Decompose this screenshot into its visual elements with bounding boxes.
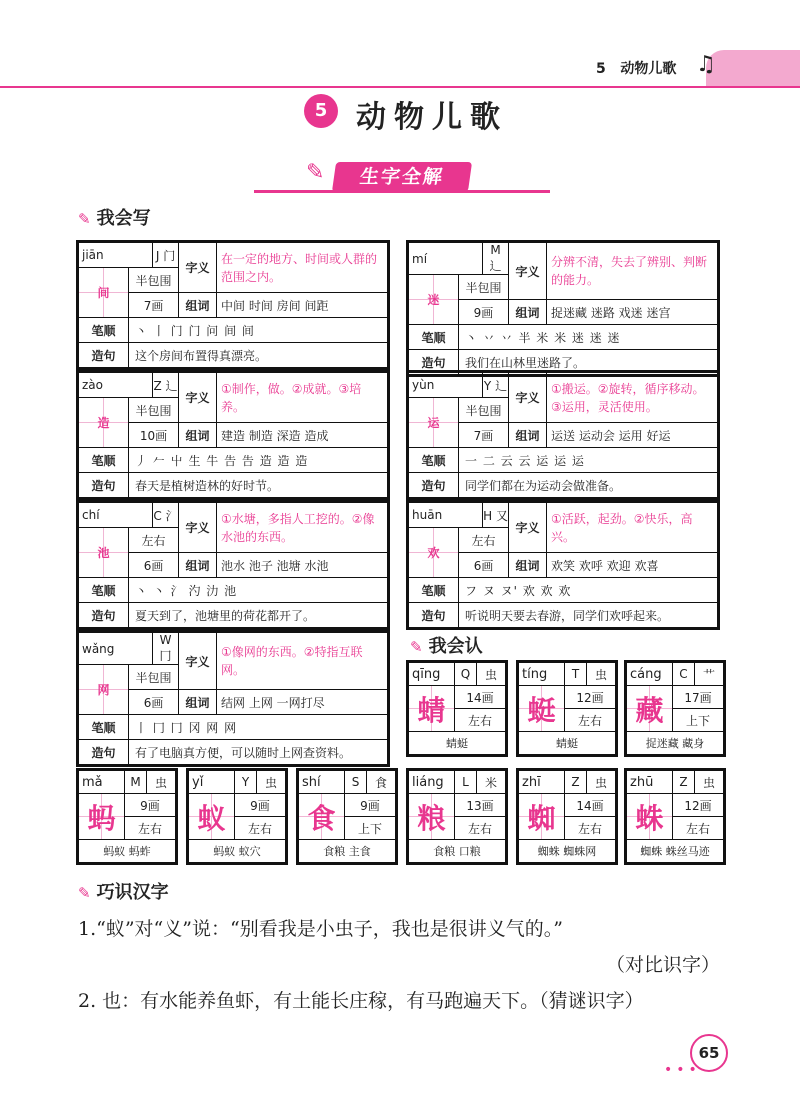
structure: 左右 xyxy=(565,709,616,732)
character: 粮 xyxy=(409,794,455,840)
pinyin: liáng xyxy=(409,771,455,794)
tip-line-1-note: （对比识字） xyxy=(606,954,721,976)
character: 造 xyxy=(79,398,129,448)
banner-rule xyxy=(254,190,550,193)
stroke-count: 9画 xyxy=(345,794,396,817)
header-lesson xyxy=(596,58,676,78)
header-band xyxy=(706,50,800,86)
pinyin: chí xyxy=(79,503,153,528)
words-label: 组词 xyxy=(509,300,547,325)
words-text: 蜘蛛 蜘蛛网 xyxy=(519,840,616,863)
pinyin: zhū xyxy=(627,771,673,794)
recognize-card xyxy=(296,768,398,865)
stroke-order: 丿 𠂉 屮 生 牛 告 告 造 造 造 xyxy=(129,448,388,473)
sentence-label: 造句 xyxy=(79,473,129,498)
words-text: 结网 上网 一网打尽 xyxy=(217,690,388,715)
write-card xyxy=(76,240,390,370)
radical: 辶 xyxy=(165,378,178,393)
meaning-text: ①制作，做。②成就。③培养。 xyxy=(217,373,388,423)
words-text: 食粮 主食 xyxy=(299,840,396,863)
order-label: 笔顺 xyxy=(409,325,459,350)
words-text: 蚂蚁 蚁穴 xyxy=(189,840,286,863)
meaning-label: 字义 xyxy=(179,633,217,690)
stroke-order: フ ヌ ヌ' 欢 欢 欢 xyxy=(459,578,718,603)
character: 蚂 xyxy=(79,794,125,840)
words-text: 建造 制造 深造 造成 xyxy=(217,423,388,448)
radical: 米 xyxy=(477,771,506,794)
pencil-icon: ✎ xyxy=(410,638,423,656)
words-label: 组词 xyxy=(509,423,547,448)
stroke-count: 14画 xyxy=(455,686,506,709)
write-card xyxy=(406,370,720,500)
words-label: 组词 xyxy=(179,293,217,318)
structure: 半包围 xyxy=(459,275,509,300)
header-rule xyxy=(0,86,800,88)
words-text: 池水 池子 池塘 水池 xyxy=(217,553,388,578)
sentence-text: 夏天到了，池塘里的荷花都开了。 xyxy=(129,603,388,628)
recognize-card xyxy=(406,768,508,865)
structure: 左右 xyxy=(565,817,616,840)
character: 蚁 xyxy=(189,794,235,840)
stroke-count: 6画 xyxy=(459,553,509,578)
stroke-count: 10画 xyxy=(129,423,179,448)
write-card xyxy=(406,500,720,630)
words-text: 蜘蛛 蛛丝马迹 xyxy=(627,840,724,863)
stroke-count: 12画 xyxy=(565,686,616,709)
recognize-card xyxy=(406,660,508,757)
radical: 门 xyxy=(163,248,176,263)
pinyin: zào xyxy=(79,373,153,398)
radical: 虫 xyxy=(587,663,616,686)
structure: 半包围 xyxy=(129,665,179,690)
recognize-heading xyxy=(410,632,483,658)
words-text: 中间 时间 房间 间距 xyxy=(217,293,388,318)
meaning-text: ①搬运。②旋转，循序移动。③运用，灵活使用。 xyxy=(547,373,718,423)
character: 蛛 xyxy=(627,794,673,840)
structure: 左右 xyxy=(129,528,179,553)
radical: 艹 xyxy=(695,663,724,686)
radical: 虫 xyxy=(587,771,616,794)
character: 欢 xyxy=(409,528,459,578)
character: 食 xyxy=(299,794,345,840)
stroke-count: 6画 xyxy=(129,690,179,715)
words-text: 运送 运动会 运用 好运 xyxy=(547,423,718,448)
pinyin: zhī xyxy=(519,771,565,794)
radical: 虫 xyxy=(257,771,286,794)
meaning-text: ①像网的东西。②特指互联网。 xyxy=(217,633,388,690)
structure: 左右 xyxy=(673,817,724,840)
stroke-count: 7画 xyxy=(459,423,509,448)
order-label: 笔顺 xyxy=(79,578,129,603)
recognize-card xyxy=(516,660,618,757)
order-label: 笔顺 xyxy=(409,448,459,473)
write-heading-text: 我会写 xyxy=(96,208,151,229)
header-lesson-name: 动物儿歌 xyxy=(620,61,677,77)
tips-heading xyxy=(78,878,169,904)
order-label: 笔顺 xyxy=(79,318,129,343)
index-letter: L xyxy=(455,771,477,794)
structure: 左右 xyxy=(455,817,506,840)
meaning-text: 在一定的地方、时间或人群的范围之内。 xyxy=(217,243,388,293)
meaning-label: 字义 xyxy=(179,373,217,423)
meaning-label: 字义 xyxy=(509,503,547,553)
pinyin: mǎ xyxy=(79,771,125,794)
sentence-text: 同学们都在为运动会做准备。 xyxy=(459,473,718,498)
write-card xyxy=(76,370,390,500)
structure: 左右 xyxy=(459,528,509,553)
tips-heading-text: 巧识汉字 xyxy=(96,882,169,903)
pinyin: shí xyxy=(299,771,345,794)
stroke-count: 6画 xyxy=(129,553,179,578)
recognize-card xyxy=(516,768,618,865)
words-text: 蜻蜓 xyxy=(409,732,506,755)
structure: 左右 xyxy=(235,817,286,840)
structure: 半包围 xyxy=(459,398,509,423)
sentence-text: 春天是植树造林的好时节。 xyxy=(129,473,388,498)
character: 蜘 xyxy=(519,794,565,840)
structure: 左右 xyxy=(455,709,506,732)
section-banner: 生字全解 xyxy=(332,162,472,192)
meaning-label: 字义 xyxy=(179,243,217,293)
recognize-card xyxy=(186,768,288,865)
write-card xyxy=(76,630,390,767)
radical: 虫 xyxy=(477,663,506,686)
pinyin: yǐ xyxy=(189,771,235,794)
character: 蜻 xyxy=(409,686,455,732)
page-dots: ••• xyxy=(664,1062,701,1078)
index-letter: M xyxy=(125,771,147,794)
pencil-icon: ✎ xyxy=(78,210,91,228)
character: 运 xyxy=(409,398,459,448)
structure: 半包围 xyxy=(129,268,179,293)
index-letter: M 辶 xyxy=(483,243,509,275)
music-note-icon: ♫ xyxy=(696,52,716,77)
header-lesson-number: 5 xyxy=(596,61,606,77)
character: 间 xyxy=(79,268,129,318)
pencil-icon: ✎ xyxy=(306,160,325,185)
radical: 虫 xyxy=(695,771,724,794)
radical: 虫 xyxy=(147,771,176,794)
meaning-label: 字义 xyxy=(509,243,547,300)
character: 蜓 xyxy=(519,686,565,732)
sentence-label: 造句 xyxy=(79,740,129,765)
index-letter: J 门 xyxy=(153,243,179,268)
character: 池 xyxy=(79,528,129,578)
write-heading xyxy=(78,204,151,230)
stroke-order: 丶 丷 丷 半 米 米 迷 迷 迷 xyxy=(459,325,718,350)
sentence-text: 我们在山林里迷路了。 xyxy=(459,350,718,375)
sentence-text: 听说明天要去春游，同学们欢呼起来。 xyxy=(459,603,718,628)
pinyin: qīng xyxy=(409,663,455,686)
pinyin: huān xyxy=(409,503,483,528)
pinyin: yùn xyxy=(409,373,483,398)
words-label: 组词 xyxy=(179,423,217,448)
order-label: 笔顺 xyxy=(409,578,459,603)
index-letter: Y xyxy=(235,771,257,794)
radical: 食 xyxy=(367,771,396,794)
stroke-count: 9画 xyxy=(125,794,176,817)
words-text: 欢笑 欢呼 欢迎 欢喜 xyxy=(547,553,718,578)
index-letter: W 冂 xyxy=(153,633,179,665)
sentence-label: 造句 xyxy=(409,603,459,628)
sentence-label: 造句 xyxy=(409,473,459,498)
meaning-label: 字义 xyxy=(179,503,217,553)
write-card xyxy=(406,240,720,377)
index-letter: Y 辶 xyxy=(483,373,509,398)
words-text: 蜻蜓 xyxy=(519,732,616,755)
index-letter: C xyxy=(673,663,695,686)
sentence-label: 造句 xyxy=(79,603,129,628)
stroke-order: 丶 丶 氵 汋 氻 池 xyxy=(129,578,388,603)
index-letter: H 又 xyxy=(483,503,509,528)
recognize-heading-text: 我会认 xyxy=(428,636,483,657)
index-letter: Z xyxy=(565,771,587,794)
order-label: 笔顺 xyxy=(79,448,129,473)
words-text: 蚂蚁 蚂蚱 xyxy=(79,840,176,863)
words-text: 食粮 口粮 xyxy=(409,840,506,863)
words-label: 组词 xyxy=(179,690,217,715)
words-label: 组词 xyxy=(509,553,547,578)
pinyin: tíng xyxy=(519,663,565,686)
stroke-count: 7画 xyxy=(129,293,179,318)
pencil-icon: ✎ xyxy=(78,884,91,902)
words-text: 捉迷藏 藏身 xyxy=(627,732,724,755)
meaning-text: ①水塘，多指人工挖的。②像水池的东西。 xyxy=(217,503,388,553)
recognize-card xyxy=(624,768,726,865)
pinyin: mí xyxy=(409,243,483,275)
stroke-order: 丶 丨 门 门 问 间 间 xyxy=(129,318,388,343)
index-letter: C 氵 xyxy=(153,503,179,528)
character: 迷 xyxy=(409,275,459,325)
sentence-label: 造句 xyxy=(409,350,459,375)
order-label: 笔顺 xyxy=(79,715,129,740)
index-letter: T xyxy=(565,663,587,686)
words-text: 捉迷藏 迷路 戏迷 迷宫 xyxy=(547,300,718,325)
structure: 上下 xyxy=(345,817,396,840)
write-card xyxy=(76,500,390,630)
stroke-count: 17画 xyxy=(673,686,724,709)
index-letter: S xyxy=(345,771,367,794)
meaning-label: 字义 xyxy=(509,373,547,423)
sentence-text: 这个房间布置得真漂亮。 xyxy=(129,343,388,368)
character: 网 xyxy=(79,665,129,715)
index-letter: Z xyxy=(673,771,695,794)
stroke-count: 9画 xyxy=(459,300,509,325)
radical: 又 xyxy=(495,508,508,523)
stroke-count: 9画 xyxy=(235,794,286,817)
structure: 上下 xyxy=(673,709,724,732)
radical: 辶 xyxy=(495,378,508,393)
tip-line-1: 1.“蚁”对“义”说：“别看我是小虫子，我也是很讲义气的。” xyxy=(78,918,563,940)
tip-line-2: 2. 也：有水能养鱼虾，有土能长庄稼，有马跑遍天下。（猜谜识字） xyxy=(78,990,644,1012)
structure: 左右 xyxy=(125,817,176,840)
stroke-count: 14画 xyxy=(565,794,616,817)
pinyin: cáng xyxy=(627,663,673,686)
index-letter: Q xyxy=(455,663,477,686)
radical: 辶 xyxy=(489,259,502,273)
sentence-text: 有了电脑真方便，可以随时上网查资料。 xyxy=(129,740,388,765)
recognize-card xyxy=(624,660,726,757)
recognize-card xyxy=(76,768,178,865)
character: 藏 xyxy=(627,686,673,732)
radical: 冂 xyxy=(159,649,172,663)
meaning-text: 分辨不清，失去了辨别、判断的能力。 xyxy=(547,243,718,300)
lesson-number-badge: 5 xyxy=(304,94,338,128)
words-label: 组词 xyxy=(179,553,217,578)
radical: 氵 xyxy=(165,508,178,523)
page-number: 65 xyxy=(690,1034,728,1072)
sentence-label: 造句 xyxy=(79,343,129,368)
structure: 半包围 xyxy=(129,398,179,423)
stroke-order: 一 二 云 云 运 运 运 xyxy=(459,448,718,473)
stroke-count: 12画 xyxy=(673,794,724,817)
stroke-count: 13画 xyxy=(455,794,506,817)
pinyin: jiān xyxy=(79,243,153,268)
index-letter: Z 辶 xyxy=(153,373,179,398)
meaning-text: ①活跃，起劲。②快乐，高兴。 xyxy=(547,503,718,553)
lesson-title: 动物儿歌 xyxy=(356,100,508,135)
stroke-order: 丨 冂 冂 冈 网 网 xyxy=(129,715,388,740)
pinyin: wǎng xyxy=(79,633,153,665)
